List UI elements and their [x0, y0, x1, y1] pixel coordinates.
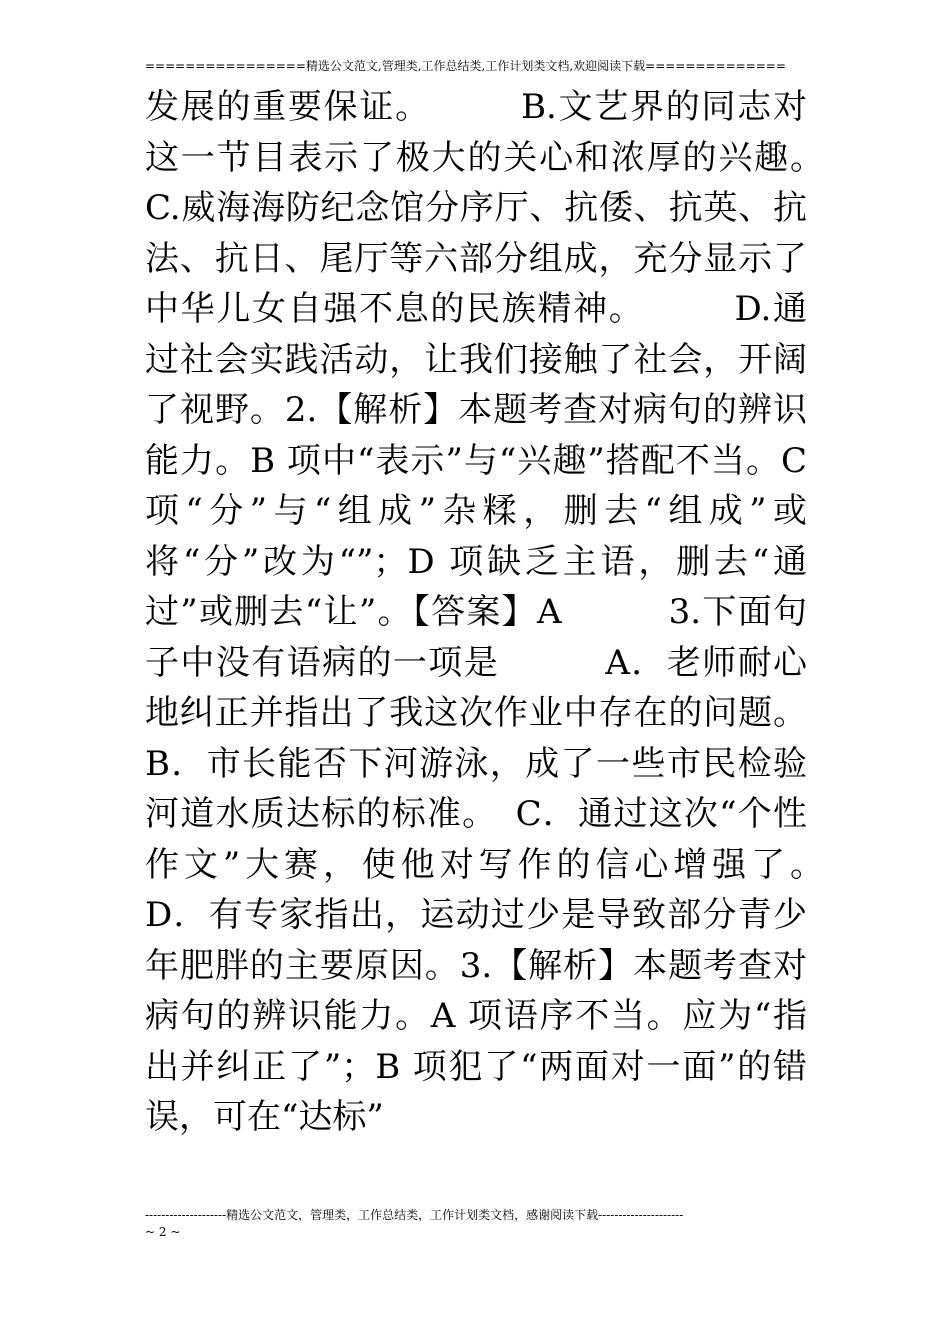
page-header-banner: ================精选公文范文,管理类,工作总结类,工作计划类文档,欢迎阅读下载============== [145, 59, 786, 73]
page-number: ~ 2 ~ [145, 1225, 181, 1239]
document-body [145, 82, 909, 1143]
paragraph-answer-2-and-question-3: 2.【解析】本题考查对病句的辨识能力。B 项中“表示”与“兴趣”搭配不当。C 项“分”与“组成”杂糅，删去“组成”或将“分”改为“”；D 项缺乏主语，删去“通过”或删去“让”。【答案】A 3.下面句子中没有语病的一项是 A．老师耐心地纠正并指出了我这次作业中存在的问题。B．市长能否下河游泳，成了一些市民检验河道水质达标的标准。 C．通过这次“个性作文”大赛，使他对写作的信心增强了。 D．有专家指出，运动过少是导致部分青少年肥胖的主要原因。 [145, 390, 841, 986]
paragraph-answer-3: 3.【解析】本题考查对病句的辨识能力。A 项语序不当。应为“指出并纠正了”；B 项犯了“两面对一面”的错误，可在“达标” [145, 945, 807, 1137]
page-footer-banner: --------------------精选公文范文，管理类，工作总结类，工作计划类文档，感谢阅读下载--------------------- [145, 1208, 684, 1222]
paragraph-question-2-options: 发展的重要保证。 B.文艺界的同志对这一节目表示了极大的关心和浓厚的兴趣。 C.威海海防纪念馆分序厅、抗倭、抗英、抗法、抗日、尾厅等六部分组成，充分显示了中华儿女自强不息的民族精神。 D.通过社会实践活动，让我们接触了社会，开阔了视野。 [145, 87, 909, 430]
